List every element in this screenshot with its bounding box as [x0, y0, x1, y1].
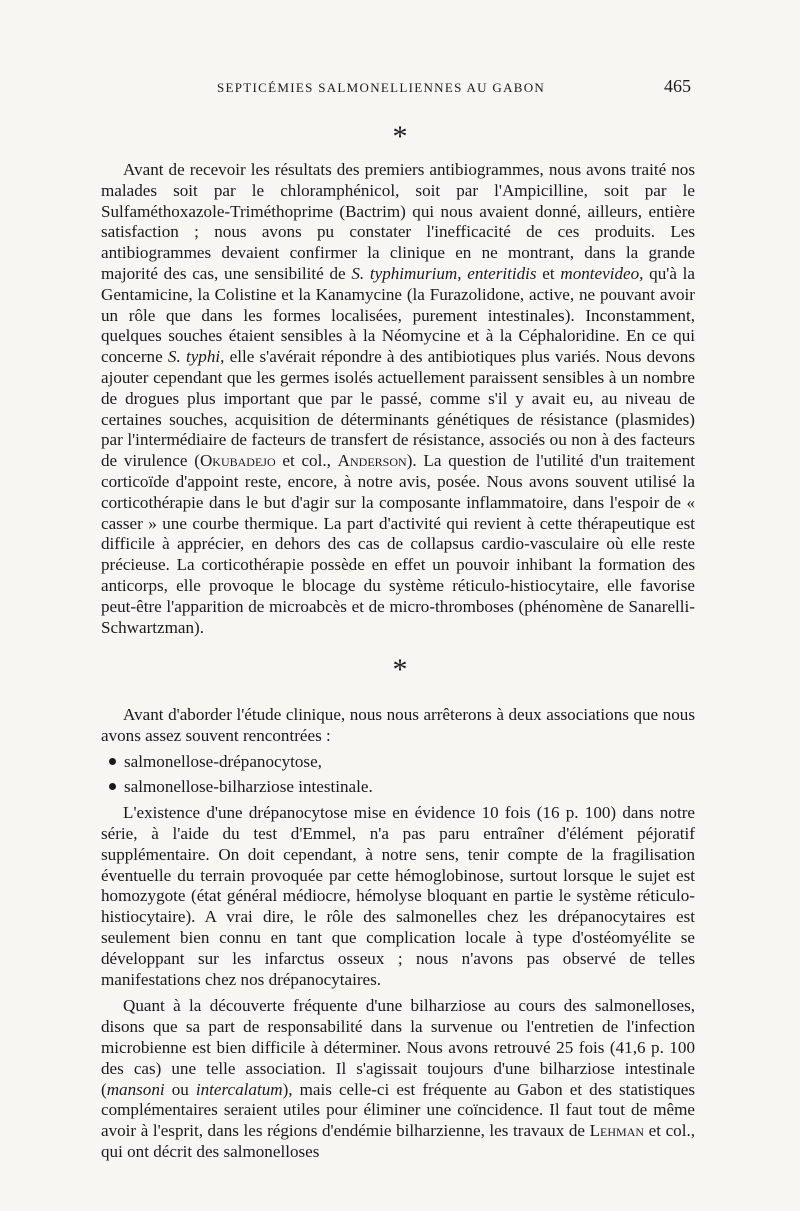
bullet-icon	[109, 783, 116, 790]
list-item-text: salmonellose-bilharziose intestinale.	[124, 777, 373, 797]
section-separator-1: *	[392, 120, 408, 153]
species-name: S. typhimurium, enteritidis	[351, 263, 537, 283]
section-1-body	[101, 160, 695, 638]
author-name: Anderson	[337, 451, 407, 471]
paragraph-bilharziasis	[101, 996, 695, 1162]
text-run: Avant de recevoir les résultats des premiers antibiogrammes, nous avons traité nos malades soit par le chloramphénicol, soit par l'Ampicilline, soit par le Sulfaméthoxazole-Triméthoprime (Bactrim) qui nous avaient donné, ailleurs, entière satisfaction ; nous avons pu constater l'inefficacité de ces produits. Les antibiogrammes devaient confirmer la clinique en ne montrant, dans la grande majorité des cas, une sensibilité de	[101, 160, 695, 283]
text-run: ). La question de l'utilité d'un traitement corticoïde d'appoint reste, encore, à notre avis, posée. Nous avons souvent utilisé la corticothérapie dans le but d'agir sur la composante inflammatoire, dans l'espoir de « casser » une courbe thermique. La part d'activité qui revient à cette thérapeutique est difficile à apprécier, en dehors des cas de collapsus cardio-vasculaire où elle reste précieuse. La corticothérapie possède en effet un pouvoir inhibant la formation des anticorps, elle provoque le blocage du système réticulo-histiocytaire, elle favorise peut-être l'apparition de microabcès et de micro-thromboses (phénomène de Sanarelli-Schwartzman).	[101, 451, 695, 637]
section-separator-2: *	[392, 653, 408, 686]
author-name: Lehman	[589, 1121, 645, 1141]
text-run: ), mais celle-ci est fréquente au Gabon et des statistiques complémentaires seraient utiles pour éliminer une coïncidence. Il faut tout de même avoir à l'esprit, dans les régions d'endémie bilharzienne, les travaux de	[101, 1079, 695, 1141]
text-run: elle s'avérait répondre à des antibiotiques plus variés. Nous devons ajouter cependant que les germes isolés actuellement paraissent sensibles à un nombre de drogues plus important que par le passé, comme s'il y avait eu, au niveau de certaines souches, acquisition de déterminants génétiques de résistance (plasmides) par l'intermédiaire de facteurs de transfert de résistance, associés ou non à des facteurs de virulence (	[101, 347, 695, 471]
text-run: et col., qui ont décrit des salmonelloses	[101, 1121, 695, 1161]
species-name: S. typhi,	[167, 347, 225, 367]
text-run: Quant à la découverte fréquente d'une bilharziose au cours des salmonelloses, disons que sa part de responsabilité dans la survenue ou l'entretien de l'infection microbienne est bien difficile à déterminer. Nous avons retrouvé 25 fois (41,6 p. 100 des cas) une telle association. Il s'agissait toujours d'une bilharziose intestinale (	[101, 996, 695, 1099]
text-run: et	[536, 263, 561, 283]
text-run: et col.,	[275, 451, 338, 471]
list-item-text: salmonellose-drépanocytose,	[124, 751, 322, 771]
section-2-body	[101, 705, 695, 1163]
author-name: Okubadejo	[199, 451, 276, 471]
species-name: mansoni	[106, 1079, 165, 1099]
text-run: qu'à la Gentamicine, la Colistine et la Kanamycine (la Furazolidone, active, ne pouvant avoir un rôle que dans les formes localisées, purement intestinales). Inconstamment, quelques souches étaient sensibles à la Néomycine et à la Céphaloridine. En ce qui concerne	[101, 263, 695, 367]
paragraph-drepanocytosis: L'existence d'une drépanocytose mise en évidence 10 fois (16 p. 100) dans notre série, à l'aide du test d'Emmel, n'a pas paru entraîner d'élément péjoratif supplémentaire. On doit cependant, à notre sens, tenir compte de la fragilisation éventuelle du terrain provoquée par cette hémoglobinose, surtout lorsque le sujet est homozygote (état général médiocre, hémolyse bloquant en partie le système réticulo-histiocytaire). A vrai dire, le rôle des salmonelles chez les drépanocytaires est seulement bien connu en tant que complication locale à type d'ostéomyélite se développant sur les infarctus osseux ; nous n'avons pas observé de telles manifestations chez nos drépanocytaires.	[101, 803, 695, 989]
list-item	[101, 777, 695, 798]
running-title: SEPTICÉMIES SALMONELLIENNES AU GABON	[217, 80, 546, 95]
page-number: 465	[664, 76, 691, 96]
species-name: intercalatum	[195, 1079, 283, 1099]
bullet-icon	[109, 758, 116, 765]
list-item	[101, 752, 695, 773]
paragraph-antibiotic-therapy	[101, 160, 695, 638]
text-run: ou	[164, 1079, 196, 1099]
paragraph-associations-intro: Avant d'aborder l'étude clinique, nous nous arrêterons à deux associations que nous avons assez souvent rencontrées :	[101, 705, 695, 745]
species-name: montevideo,	[560, 263, 644, 283]
